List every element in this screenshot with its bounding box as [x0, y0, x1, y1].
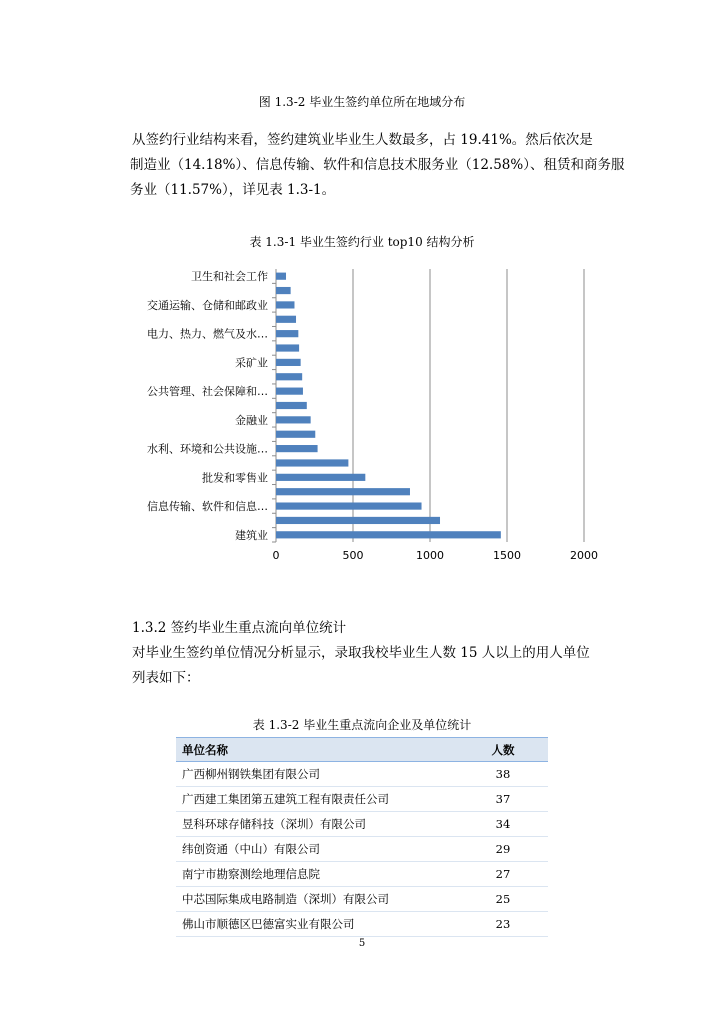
x-tick-label: 2000 — [570, 549, 598, 562]
section-heading: 1.3.2 签约毕业生重点流向单位统计 — [132, 620, 347, 636]
y-category-label: 水利、环境和公共设施… — [147, 442, 268, 456]
unit-name-cell: 纬创资通（中山）有限公司 — [176, 837, 458, 862]
x-tick-label: 0 — [272, 549, 280, 562]
paragraph-line: 列表如下： — [132, 670, 200, 686]
y-category-label: 交通运输、仓储和邮政业 — [147, 298, 268, 312]
header-unit-name: 单位名称 — [176, 738, 458, 762]
unit-name-cell: 广西建工集团第五建筑工程有限责任公司 — [176, 787, 458, 812]
x-tick-label: 500 — [342, 549, 364, 562]
count-cell: 25 — [458, 887, 548, 912]
bar — [276, 330, 298, 337]
bar — [276, 474, 365, 481]
y-category-label: 建筑业 — [235, 528, 268, 542]
count-cell: 29 — [458, 837, 548, 862]
table-row — [176, 762, 548, 787]
unit-name-cell: 中芯国际集成电路制造（深圳）有限公司 — [176, 887, 458, 912]
y-category-label: 公共管理、社会保障和… — [147, 385, 268, 399]
table-row — [176, 912, 548, 937]
bar — [276, 502, 422, 509]
unit-name-cell: 南宁市勘察测绘地理信息院 — [176, 862, 458, 887]
paragraph-units-intro — [132, 641, 628, 691]
count-cell: 37 — [458, 787, 548, 812]
header-count: 人数 — [458, 738, 548, 762]
bar — [276, 273, 286, 280]
y-category-label: 批发和零售业 — [202, 471, 268, 485]
bar — [276, 431, 315, 438]
employer-table — [176, 737, 548, 937]
bar — [276, 359, 301, 366]
figure-caption: 图 1.3-2 毕业生签约单位所在地域分布 — [258, 95, 466, 109]
x-tick-label: 1500 — [493, 549, 521, 562]
table-row — [176, 787, 548, 812]
x-tick-label: 1000 — [416, 549, 444, 562]
paragraph-line: 务业（11.57%），详见表 1.3-1。 — [130, 182, 336, 198]
paragraph-line: 从签约行业结构来看，签约建筑业毕业生人数最多，占 19.41%。然后依次是 — [132, 132, 593, 148]
y-category-label: 金融业 — [235, 413, 268, 427]
paragraph-line: 对毕业生签约单位情况分析显示，录取我校毕业生人数 15 人以上的用人单位 — [132, 645, 590, 661]
y-category-label: 电力、热力、燃气及水… — [147, 327, 268, 341]
table-row — [176, 837, 548, 862]
count-cell: 38 — [458, 762, 548, 787]
table-row — [176, 862, 548, 887]
bar — [276, 517, 440, 524]
bar — [276, 445, 318, 452]
paragraph-line: 制造业（14.18%）、信息传输、软件和信息技术服务业（12.58%）、租赁和商务服 — [130, 157, 625, 173]
table-header-row — [176, 738, 548, 762]
bar — [276, 402, 307, 409]
bar — [276, 344, 299, 351]
bar — [276, 488, 410, 495]
unit-name-cell: 佛山市顺德区巴德富实业有限公司 — [176, 912, 458, 937]
industry-bar-chart — [130, 262, 610, 572]
bar — [276, 301, 294, 308]
bar — [276, 373, 302, 380]
bar — [276, 416, 311, 423]
bar — [276, 388, 303, 395]
table-row — [176, 887, 548, 912]
paragraph-industry-summary — [132, 128, 628, 203]
bar — [276, 287, 291, 294]
bar — [276, 316, 296, 323]
page-number: 5 — [358, 938, 366, 949]
count-cell: 23 — [458, 912, 548, 937]
y-category-label: 采矿业 — [235, 356, 268, 370]
count-cell: 27 — [458, 862, 548, 887]
bar — [276, 459, 348, 466]
unit-name-cell: 广西柳州钢铁集团有限公司 — [176, 762, 458, 787]
y-category-label: 卫生和社会工作 — [191, 270, 268, 284]
chart-caption: 表 1.3-1 毕业生签约行业 top10 结构分析 — [249, 235, 475, 249]
table-caption: 表 1.3-2 毕业生重点流向企业及单位统计 — [252, 718, 472, 732]
table-row — [176, 812, 548, 837]
count-cell: 34 — [458, 812, 548, 837]
bar — [276, 531, 501, 538]
unit-name-cell: 昱科环球存储科技（深圳）有限公司 — [176, 812, 458, 837]
y-category-label: 信息传输、软件和信息… — [147, 500, 268, 514]
